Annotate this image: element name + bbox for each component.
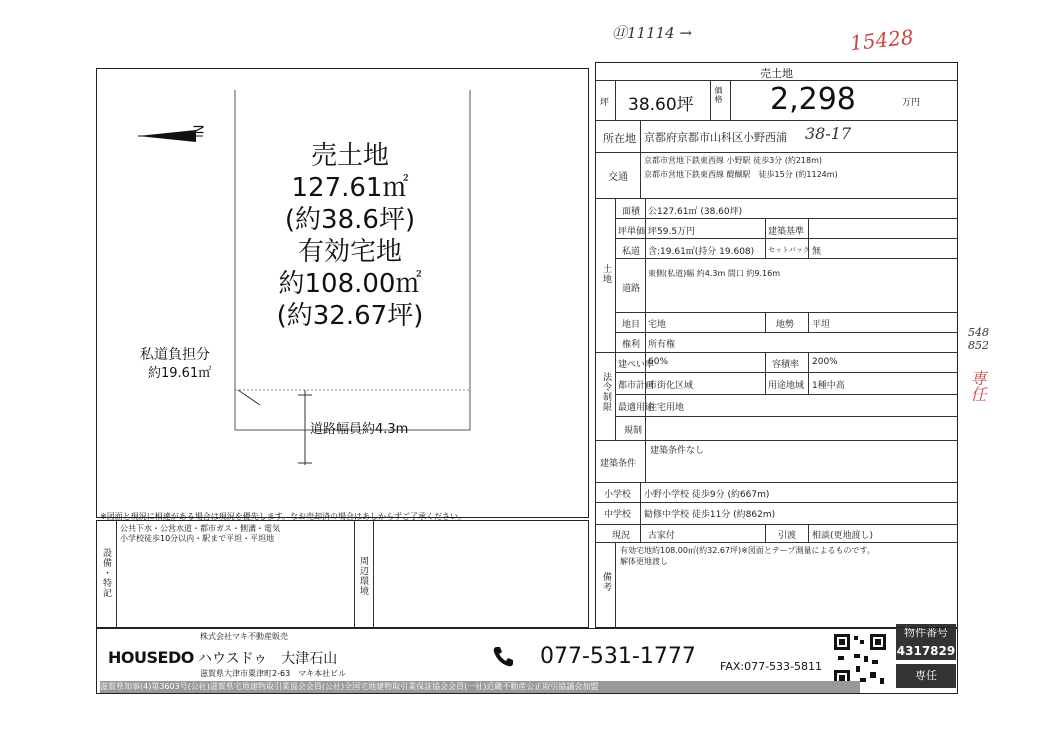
price-unit: 万円 bbox=[902, 98, 921, 108]
land-label: 土地 bbox=[601, 264, 611, 284]
building-std-label: 建築基準 bbox=[768, 227, 805, 237]
notice-text: ※図面と現況に相違がある場合は現況を優先します。なお売却済の場合はあしからずご了承ください。 bbox=[100, 512, 467, 521]
delivery-value: 相談(更地渡し) bbox=[812, 531, 874, 541]
terrain-value: 平坦 bbox=[812, 320, 831, 330]
handwritten-number: 15428 bbox=[848, 24, 915, 56]
transport-label: 交通 bbox=[608, 172, 628, 183]
address-handwritten: 38-17 bbox=[805, 124, 852, 143]
price-label: 価格 bbox=[714, 86, 723, 104]
city-plan-label: 都市計画 bbox=[618, 381, 655, 391]
plan-line: 売土地 bbox=[310, 141, 389, 171]
transport-2: 京都市営地下鉄東西線 醍醐駅 徒歩15分 (約1124m) bbox=[644, 170, 838, 179]
private-road-spec-value: 含:19.61㎡(持分 19.608) bbox=[648, 247, 755, 257]
junior-label: 中学校 bbox=[604, 510, 632, 520]
unit-price-value: 坪59.5万円 bbox=[648, 227, 696, 237]
bcr-value: 60% bbox=[648, 357, 669, 367]
north-label: N bbox=[189, 124, 205, 135]
rights-label: 権利 bbox=[622, 340, 641, 350]
delivery-label: 引渡 bbox=[778, 531, 797, 541]
transport-1: 京都市営地下鉄東西線 小野駅 徒歩3分 (約218m) bbox=[644, 156, 823, 165]
facilities-text-2: 小学校徒歩10分以内・駅まで平坦・平坦地 bbox=[120, 534, 275, 543]
zoning-label: 用途地域 bbox=[768, 381, 805, 391]
plan-text bbox=[250, 140, 450, 332]
company-name: 株式会社マキ不動産販売 bbox=[200, 632, 288, 641]
building-cond-value: 建築条件なし bbox=[650, 446, 705, 456]
private-road-label: 私道負担分 bbox=[140, 347, 210, 363]
spec-header: 売土地 bbox=[760, 67, 793, 80]
private-road-spec-label: 私道 bbox=[622, 247, 641, 257]
chimoku-value: 宅地 bbox=[648, 320, 667, 330]
elementary-value: 小野小学校 徒歩9分 (約667m) bbox=[644, 490, 770, 500]
terrain-label: 地勢 bbox=[776, 320, 795, 330]
regulation-label: 規制 bbox=[624, 426, 643, 436]
plan-line: 約108.00㎡ bbox=[278, 269, 422, 299]
location-label: 所在地 bbox=[603, 132, 636, 145]
far-label: 容積率 bbox=[772, 360, 800, 370]
best-use-value: 住宅用地 bbox=[648, 403, 685, 413]
elementary-label: 小学校 bbox=[604, 490, 632, 500]
tsubo-value: 38.60坪 bbox=[628, 95, 694, 115]
handwritten-agent: 専任 bbox=[968, 370, 987, 402]
store-name: ハウスドゥ 大津石山 bbox=[198, 651, 338, 667]
phone-number: 077-531-1777 bbox=[540, 644, 696, 669]
plan-line: 有効宅地 bbox=[297, 237, 402, 267]
location-value: 京都府京都市山科区小野西浦 bbox=[644, 131, 787, 144]
remarks-1: 有効宅地約108.00㎡(約32.67坪)※図面とテープ測量によるものです。 bbox=[620, 546, 875, 555]
area-value: 公127.61㎡ (38.60坪) bbox=[648, 207, 743, 217]
property-no-label: 物件番号 bbox=[896, 624, 956, 642]
law-label: 法令制限 bbox=[601, 372, 611, 412]
phone-icon bbox=[490, 643, 516, 669]
setback-label: セットバック bbox=[768, 246, 810, 254]
building-cond-label: 建築条件 bbox=[600, 459, 637, 469]
chimoku-label: 地目 bbox=[622, 320, 641, 330]
bcr-label: 建ぺい率 bbox=[618, 360, 655, 370]
city-plan-value: 市街化区域 bbox=[648, 381, 694, 391]
price-value: 2,298 bbox=[770, 82, 856, 117]
license-bar: 滋賀県知事(4)第3603号(公社)滋賀県宅地建物取引業協会会員(公社)全国宅地建物取引業保証協会会員(一社)近畿不動産公正取引協議会加盟 bbox=[100, 681, 860, 693]
junior-value: 勧修中学校 徒歩11分 (約862m) bbox=[644, 510, 776, 520]
tsubo-label: 坪 bbox=[600, 98, 610, 108]
fax-number: FAX:077-533-5811 bbox=[720, 660, 823, 673]
exclusive-badge: 専任 bbox=[896, 664, 956, 688]
unit-price-label: 坪単価 bbox=[618, 227, 646, 237]
facilities-text-1: 公共下水・公営水道・都市ガス・側溝・電気 bbox=[120, 524, 280, 533]
handwritten-note: ⑪11114 → bbox=[612, 24, 693, 42]
company-address: 滋賀県大津市粟津町2-63 マキ本社ビル bbox=[200, 669, 347, 678]
property-no: 4317829 bbox=[896, 644, 956, 658]
remarks-2: 解体更地渡し bbox=[620, 557, 668, 566]
setback-value: 無 bbox=[812, 247, 822, 257]
brand-logo: HOUSEDO bbox=[108, 648, 194, 667]
plan-line: (約38.6坪) bbox=[284, 205, 416, 235]
handwritten-code: 548 852 bbox=[968, 326, 989, 352]
status-value: 古家付 bbox=[648, 531, 676, 541]
north-arrow-icon bbox=[128, 116, 218, 156]
remarks-label: 備考 bbox=[601, 572, 611, 592]
area-label: 面積 bbox=[622, 207, 641, 217]
private-road-area: 約19.61㎡ bbox=[148, 366, 212, 381]
road-width: 道路幅員約4.3m bbox=[310, 422, 409, 437]
status-label: 現況 bbox=[612, 531, 631, 541]
best-use-label: 最適用途 bbox=[618, 403, 655, 413]
qr-code-icon bbox=[832, 632, 888, 688]
plan-line: (約32.67坪) bbox=[276, 301, 424, 331]
road-value: 東側(私道)幅 約4.3m 間口 約9.16m bbox=[648, 269, 780, 278]
surroundings-label: 周辺環境 bbox=[358, 556, 368, 596]
rights-value: 所有権 bbox=[648, 340, 676, 350]
road-label: 道路 bbox=[622, 284, 641, 294]
far-value: 200% bbox=[812, 357, 838, 367]
zoning-value: 1種中高 bbox=[812, 381, 845, 391]
plan-line: 127.61㎡ bbox=[291, 173, 409, 203]
facilities-label: 設備・特記 bbox=[101, 548, 111, 598]
